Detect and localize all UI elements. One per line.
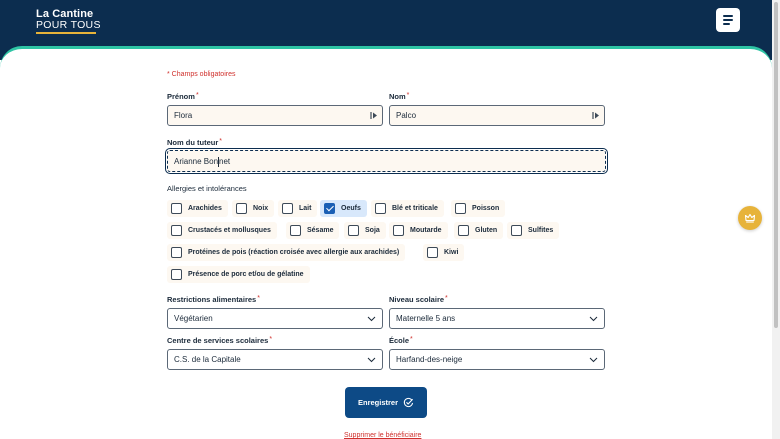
tuteur-value-end: net <box>219 156 231 166</box>
allergy-chip-sesame[interactable] <box>286 222 339 239</box>
niveau-value: Maternelle 5 ans <box>396 314 456 323</box>
chevron-down-icon <box>589 355 598 364</box>
allergies-label: Allergies et intolérances <box>167 184 247 193</box>
prenom-input[interactable] <box>167 105 383 126</box>
allergy-chip-oeufs[interactable] <box>320 200 367 217</box>
ecole-value: Harfand-des-neige <box>396 355 463 364</box>
checkbox[interactable] <box>393 225 404 236</box>
checkbox[interactable] <box>171 203 182 214</box>
allergy-label: Sulfites <box>528 227 554 234</box>
allergy-chip-arachides[interactable] <box>167 200 228 217</box>
allergy-chip-moutarde[interactable] <box>389 222 448 239</box>
allergy-label: Lait <box>299 205 312 212</box>
tuteur-label: Nom du tuteur* <box>167 138 222 147</box>
chevron-down-icon <box>367 314 376 323</box>
crown-icon <box>744 212 756 224</box>
allergy-chip-kiwi[interactable] <box>423 244 464 261</box>
allergy-label: Oeufs <box>341 205 361 212</box>
chevron-down-icon <box>367 355 376 364</box>
allergy-chip-gluten[interactable] <box>454 222 503 239</box>
allergy-chip-ble[interactable] <box>371 200 444 217</box>
allergy-label: Gluten <box>475 227 498 234</box>
ecole-label: École* <box>389 336 413 345</box>
allergy-label: Soja <box>365 227 380 234</box>
centre-label: Centre de services scolaires* <box>167 336 273 345</box>
check-circle-icon <box>403 397 414 408</box>
allergy-chip-porc-gelatine[interactable] <box>167 266 310 283</box>
allergy-label: Crustacés et mollusques <box>188 227 271 234</box>
allergy-label: Kiwi <box>444 249 459 256</box>
checkbox[interactable] <box>348 225 359 236</box>
logo-line-1: La Cantine <box>36 8 94 20</box>
checkbox[interactable] <box>171 269 182 280</box>
prenom-label: Prénom* <box>167 92 199 101</box>
allergy-chip-proteines-pois[interactable] <box>167 244 405 261</box>
page-scrollbar[interactable] <box>772 0 780 439</box>
nom-input[interactable] <box>389 105 605 126</box>
centre-value: C.S. de la Capitale <box>174 355 241 364</box>
allergy-chip-crustaces[interactable] <box>167 222 277 239</box>
restrictions-value: Végétarien <box>174 314 213 323</box>
accessibility-widget-button[interactable] <box>738 206 762 230</box>
checkbox[interactable] <box>282 203 293 214</box>
save-button-label: Enregistrer <box>357 398 399 407</box>
nom-label-text: Nom <box>389 92 406 101</box>
nom-label: Nom* <box>389 92 410 101</box>
logo-line-2: POUR TOUS <box>36 19 101 31</box>
checkbox[interactable] <box>290 225 301 236</box>
allergy-chip-soja[interactable] <box>344 222 386 239</box>
allergy-chip-poisson[interactable] <box>451 200 505 217</box>
prenom-label-text: Prénom <box>167 92 195 101</box>
allergy-label: Sésame <box>307 227 334 234</box>
checkbox[interactable] <box>171 247 182 258</box>
autofill-contact-icon <box>592 111 600 120</box>
checkbox-checked[interactable] <box>324 203 335 214</box>
tuteur-input[interactable] <box>167 150 606 172</box>
scrollbar-thumb[interactable] <box>774 2 778 328</box>
restrictions-label-text: Restrictions alimentaires <box>167 295 257 304</box>
prenom-value: Flora <box>174 111 193 120</box>
niveau-label-text: Niveau scolaire <box>389 295 445 304</box>
restrictions-label: Restrictions alimentaires* <box>167 295 260 304</box>
allergy-label: Poisson <box>472 205 500 212</box>
checkbox[interactable] <box>375 203 386 214</box>
allergy-label: Moutarde <box>410 227 442 234</box>
centre-label-text: Centre de services scolaires <box>167 336 269 345</box>
required-fields-note: * Champs obligatoires <box>167 71 236 78</box>
checkbox[interactable] <box>427 247 438 258</box>
allergy-chip-noix[interactable] <box>232 200 274 217</box>
allergy-label: Noix <box>253 205 269 212</box>
allergy-chip-sulfites[interactable] <box>507 222 559 239</box>
allergy-label: Protéines de pois (réaction croisée avec allergie aux arachides) <box>188 249 400 256</box>
delete-beneficiary-link[interactable]: Supprimer le bénéficiaire <box>344 432 422 439</box>
save-button[interactable] <box>345 387 427 418</box>
checkbox[interactable] <box>511 225 522 236</box>
checkbox[interactable] <box>458 225 469 236</box>
niveau-label: Niveau scolaire* <box>389 295 448 304</box>
niveau-select[interactable] <box>389 308 605 329</box>
allergy-label: Blé et triticale <box>392 205 438 212</box>
autofill-contact-icon <box>370 111 378 120</box>
checkbox[interactable] <box>171 225 182 236</box>
restrictions-select[interactable] <box>167 308 383 329</box>
checkbox[interactable] <box>455 203 466 214</box>
allergy-label: Arachides <box>188 205 222 212</box>
checkbox[interactable] <box>236 203 247 214</box>
allergy-chip-lait[interactable] <box>278 200 317 217</box>
centre-select[interactable] <box>167 349 383 370</box>
nom-value: Palco <box>396 111 417 120</box>
tuteur-label-text: Nom du tuteur <box>167 138 219 147</box>
ecole-label-text: École <box>389 336 410 345</box>
tuteur-value-start: Arianne Bon <box>174 156 219 166</box>
ecole-select[interactable] <box>389 349 605 370</box>
allergy-label: Présence de porc et/ou de gélatine <box>188 271 304 278</box>
chevron-down-icon <box>589 314 598 323</box>
